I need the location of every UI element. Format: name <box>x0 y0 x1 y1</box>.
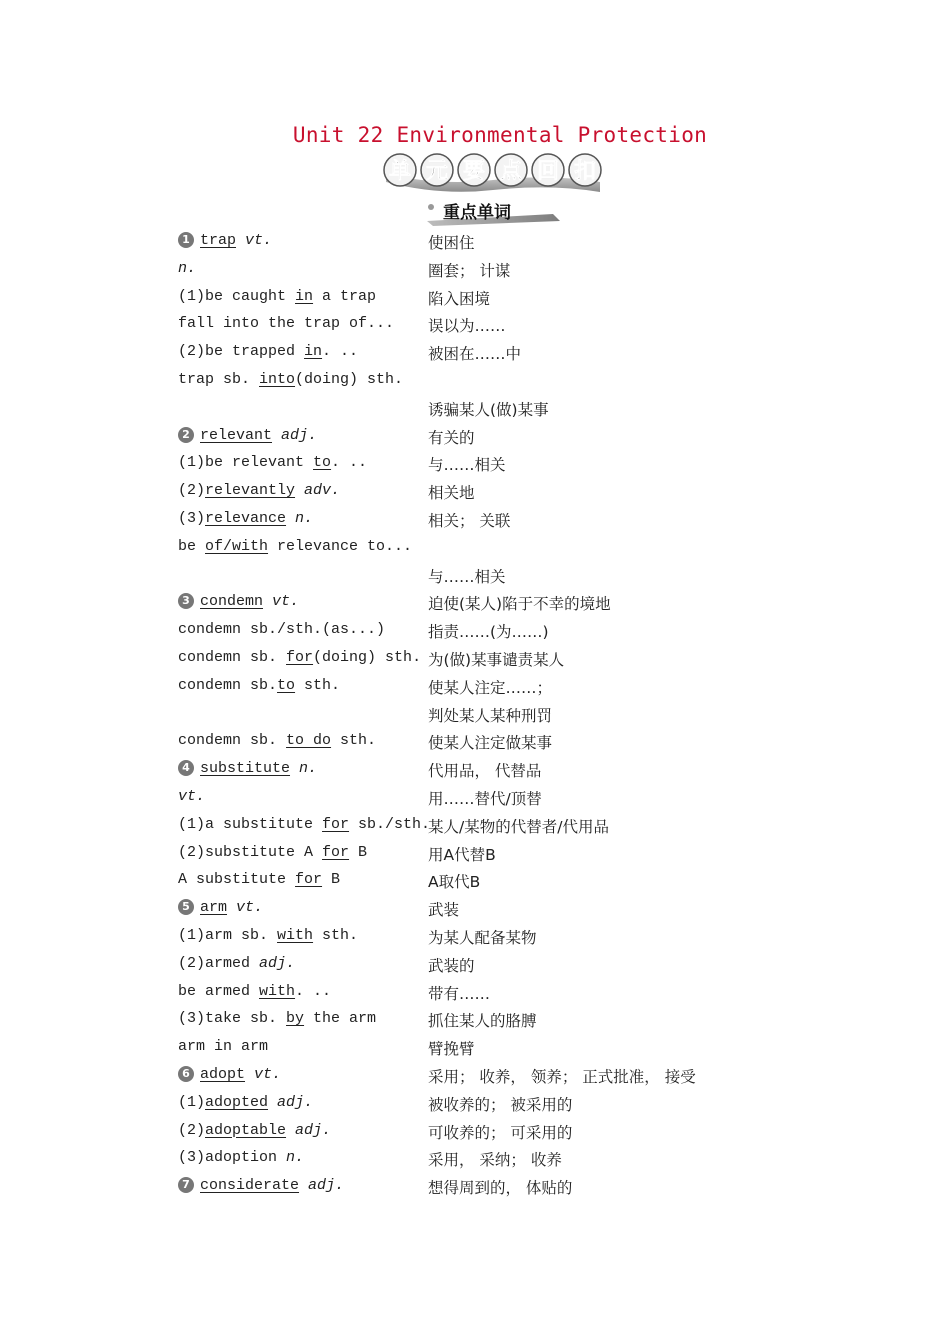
vocab-text: (3)adoption <box>178 1149 287 1167</box>
vocab-text: . .. <box>295 982 332 1000</box>
vocab-text: A substitute <box>178 871 296 889</box>
vocab-chinese: 相关地 <box>428 484 475 503</box>
vocab-chinese: 可收养的； 可采用的 <box>428 1123 573 1142</box>
part-of-speech: adj. <box>295 1121 332 1139</box>
answer-word: arm <box>200 899 228 917</box>
vocab-chinese: 被困在……中 <box>428 345 522 364</box>
vocab-text: (3) <box>178 509 206 527</box>
vocab-text: be armed <box>178 982 260 1000</box>
vocab-english <box>178 621 385 638</box>
answer-word: into <box>259 370 296 388</box>
vocab-chinese: 陷入困境 <box>428 289 491 308</box>
vocab-english <box>178 871 340 888</box>
vocab-english <box>178 232 272 249</box>
answer-word: in <box>304 343 323 361</box>
vocab-english <box>178 1122 331 1139</box>
vocab-text <box>290 760 299 777</box>
vocab-row <box>0 784 950 812</box>
vocab-text: (doing) sth. <box>313 648 422 666</box>
vocab-row <box>0 1173 950 1201</box>
answer-word: to <box>277 676 296 694</box>
vocab-chinese: 采用， 采纳； 收养 <box>428 1151 562 1170</box>
vocab-chinese: 想得周到的， 体贴的 <box>428 1179 573 1198</box>
part-of-speech: n. <box>295 509 314 527</box>
vocab-english <box>178 927 358 944</box>
section-label-banner <box>423 199 560 226</box>
vocab-chinese: 抓住某人的胳膊 <box>428 1012 537 1031</box>
part-of-speech: vt. <box>254 1065 282 1083</box>
vocab-chinese: 为(做)某事谴责某人 <box>428 650 565 669</box>
vocab-chinese: 代用品， 代替品 <box>428 762 542 781</box>
vocab-chinese: 指责……(为……) <box>428 623 549 642</box>
vocab-chinese: 被收养的； 被采用的 <box>428 1095 573 1114</box>
vocab-row <box>0 840 950 868</box>
item-number-badge: 3 <box>178 593 194 609</box>
vocab-chinese: 使困住 <box>428 234 475 252</box>
vocab-english <box>178 760 317 777</box>
vocab-text: be <box>178 537 206 555</box>
part-of-speech: n. <box>299 760 318 778</box>
vocab-row <box>0 1145 950 1173</box>
vocab-text <box>268 1094 277 1111</box>
vocab-text: condemn sb. <box>178 648 287 666</box>
vocab-text: (2) <box>178 482 206 500</box>
vocab-row <box>0 478 950 506</box>
vocab-english <box>178 732 376 749</box>
vocab-row <box>0 673 950 701</box>
vocab-text: (doing) sth. <box>295 370 404 388</box>
banner-char: 扣 <box>573 159 597 184</box>
page-title: Unit 22 Environmental Protection <box>292 123 708 147</box>
vocab-text: (2)be trapped <box>178 343 305 361</box>
vocab-chinese: 迫使(某人)陷于不幸的境地 <box>428 595 611 614</box>
answer-word: for <box>286 648 314 666</box>
part-of-speech: adj. <box>277 1093 314 1111</box>
vocab-chinese: 用……替代/顶替 <box>428 789 542 808</box>
vocab-chinese: 判处某人某种刑罚 <box>428 706 553 725</box>
vocab-row <box>0 617 950 645</box>
answer-word: by <box>286 1010 305 1028</box>
section-banner <box>380 152 606 196</box>
item-number-badge: 7 <box>178 1177 194 1193</box>
vocab-row <box>0 256 950 284</box>
vocab-row <box>0 228 950 256</box>
vocab-text <box>227 899 236 916</box>
vocab-chinese: 武装 <box>428 901 460 920</box>
vocab-english <box>178 315 394 332</box>
answer-word: for <box>295 871 323 889</box>
part-of-speech: vt. <box>245 232 273 249</box>
vocab-text <box>272 427 281 444</box>
vocab-row <box>0 311 950 339</box>
vocab-row <box>0 1090 950 1118</box>
answer-word: to <box>313 454 332 472</box>
section-label: 重点单词 <box>443 203 511 223</box>
vocab-row <box>0 423 950 451</box>
vocab-text: sth. <box>331 732 377 750</box>
answer-word: to do <box>286 732 332 750</box>
vocab-text: relevance to... <box>268 537 413 555</box>
vocab-english <box>178 427 317 444</box>
star-icon <box>428 204 434 210</box>
vocab-chinese: 与……相关 <box>428 456 506 475</box>
vocab-text: . .. <box>322 343 359 361</box>
vocab-text: a trap <box>313 287 377 305</box>
vocab-chinese: 武装的 <box>428 956 475 975</box>
part-of-speech: adv. <box>304 482 341 500</box>
vocab-text: sth. <box>313 926 359 944</box>
answer-word: substitute <box>200 760 291 778</box>
vocab-chinese: 相关； 关联 <box>428 511 511 530</box>
vocab-row <box>0 589 950 617</box>
vocab-english <box>178 343 358 360</box>
vocab-chinese: 使某人注定做某事 <box>428 734 553 753</box>
vocab-english <box>178 1149 304 1166</box>
banner-char: 元 <box>425 159 449 184</box>
answer-word: adopted <box>205 1093 269 1111</box>
vocab-row <box>0 951 950 979</box>
banner-char: 要 <box>462 159 486 184</box>
vocab-chinese: 误以为…… <box>428 317 506 336</box>
vocab-text: sb./sth. <box>349 815 431 833</box>
vocabulary-list <box>0 228 950 1201</box>
vocab-row <box>0 562 950 590</box>
vocab-text: sth. <box>295 676 341 694</box>
answer-word: in <box>295 287 314 305</box>
vocab-chinese: 臂挽臂 <box>428 1040 475 1059</box>
vocab-english <box>178 482 340 499</box>
vocab-text: (1)arm sb. <box>178 926 278 944</box>
part-of-speech: adj. <box>281 426 318 444</box>
vocab-chinese: 用A代替B <box>428 845 496 864</box>
vocab-english <box>178 788 205 805</box>
vocab-text <box>299 1177 308 1194</box>
banner-ribbon <box>386 174 600 192</box>
answer-word: adopt <box>200 1065 246 1083</box>
part-of-speech: adj. <box>259 954 296 972</box>
vocab-text: (2)substitute A <box>178 843 323 861</box>
vocab-english <box>178 288 376 305</box>
answer-word: with <box>277 926 314 944</box>
vocab-text: (1)be relevant <box>178 454 314 472</box>
vocab-row <box>0 284 950 312</box>
vocab-row <box>0 534 950 562</box>
banner-char: 回 <box>536 159 560 184</box>
vocab-english <box>178 1010 376 1027</box>
vocab-english <box>178 1066 281 1083</box>
item-number-badge: 6 <box>178 1066 194 1082</box>
vocab-text <box>286 1122 295 1139</box>
vocab-text: fall into the trap of... <box>178 315 395 333</box>
vocab-english <box>178 1094 313 1111</box>
answer-word: condemn <box>200 593 264 611</box>
vocab-chinese: 有关的 <box>428 428 475 447</box>
vocab-row <box>0 506 950 534</box>
vocab-english <box>178 844 367 861</box>
vocab-row <box>0 1006 950 1034</box>
vocab-chinese: 诱骗某人(做)某事 <box>428 400 549 419</box>
answer-word: with <box>259 982 296 1000</box>
vocab-text <box>286 510 295 527</box>
item-number-badge: 5 <box>178 899 194 915</box>
vocab-row <box>0 367 950 395</box>
vocab-chinese: 带有…… <box>428 984 491 1003</box>
part-of-speech: adj. <box>308 1177 345 1195</box>
vocab-row <box>0 1118 950 1146</box>
answer-word: of/with <box>205 537 269 555</box>
vocab-text <box>263 593 272 610</box>
vocab-text: (1) <box>178 1093 206 1111</box>
vocab-row <box>0 395 950 423</box>
item-number-badge: 1 <box>178 232 194 248</box>
vocab-english <box>178 816 430 833</box>
vocab-text: . .. <box>331 454 368 472</box>
vocab-row <box>0 756 950 784</box>
part-of-speech: n. <box>286 1149 305 1167</box>
part-of-speech: vt. <box>236 899 264 917</box>
vocab-text: (2) <box>178 1121 206 1139</box>
vocab-english <box>178 649 421 666</box>
vocab-row <box>0 867 950 895</box>
vocab-chinese: 使某人注定……； <box>428 678 553 697</box>
vocab-row <box>0 979 950 1007</box>
vocab-english <box>178 593 299 610</box>
vocab-text: (3)take sb. <box>178 1010 287 1028</box>
vocab-english <box>178 371 403 388</box>
vocab-chinese: 为某人配备某物 <box>428 928 537 947</box>
vocab-chinese: 与……相关 <box>428 567 506 586</box>
vocab-row <box>0 701 950 729</box>
vocab-english <box>178 454 367 471</box>
answer-word: considerate <box>200 1177 300 1195</box>
vocab-english <box>178 899 263 916</box>
vocab-chinese: A取代B <box>428 873 481 892</box>
answer-word: trap <box>200 232 237 249</box>
vocab-chinese: 某人/某物的代替者/代用品 <box>428 817 609 836</box>
vocab-text <box>236 232 245 249</box>
vocab-text: condemn sb./sth.(as...) <box>178 621 386 639</box>
vocab-row <box>0 812 950 840</box>
vocab-text <box>295 482 304 499</box>
vocab-text: (1)be caught <box>178 287 296 305</box>
vocab-text: the arm <box>304 1010 377 1028</box>
vocab-row <box>0 895 950 923</box>
vocab-english <box>178 1177 344 1194</box>
vocab-row <box>0 645 950 673</box>
vocab-text: trap sb. <box>178 370 260 388</box>
banner-char: 点 <box>499 159 523 184</box>
vocab-chinese: 采用； 收养， 领养； 正式批准， 接受 <box>428 1067 696 1086</box>
vocab-text: B <box>322 871 341 889</box>
vocab-row <box>0 339 950 367</box>
vocab-row <box>0 1062 950 1090</box>
vocab-row <box>0 728 950 756</box>
vocab-text: (2)armed <box>178 954 260 972</box>
part-of-speech: vt. <box>272 593 300 611</box>
vocab-row <box>0 450 950 478</box>
vocab-english <box>178 510 313 527</box>
vocab-english <box>178 260 196 277</box>
item-number-badge: 4 <box>178 760 194 776</box>
vocab-english <box>178 983 331 1000</box>
vocab-english <box>178 1038 268 1055</box>
part-of-speech: n. <box>178 259 197 277</box>
vocab-row <box>0 1034 950 1062</box>
vocab-text <box>245 1066 254 1083</box>
item-number-badge: 2 <box>178 427 194 443</box>
vocab-row <box>0 923 950 951</box>
vocab-text: B <box>349 843 368 861</box>
vocab-text: condemn sb. <box>178 732 287 750</box>
vocab-english <box>178 677 340 694</box>
part-of-speech: vt. <box>178 787 206 805</box>
vocab-text: condemn sb. <box>178 676 278 694</box>
banner-char: 单 <box>388 159 412 184</box>
answer-word: relevantly <box>205 482 296 500</box>
answer-word: relevant <box>200 426 273 444</box>
answer-word: for <box>322 843 350 861</box>
answer-word: for <box>322 815 350 833</box>
vocab-chinese: 圈套； 计谋 <box>428 261 511 280</box>
vocab-text: (1)a substitute <box>178 815 323 833</box>
vocab-text: arm in arm <box>178 1038 269 1056</box>
answer-word: relevance <box>205 509 287 527</box>
answer-word: adoptable <box>205 1121 287 1139</box>
vocab-english <box>178 538 412 555</box>
vocab-english <box>178 955 295 972</box>
